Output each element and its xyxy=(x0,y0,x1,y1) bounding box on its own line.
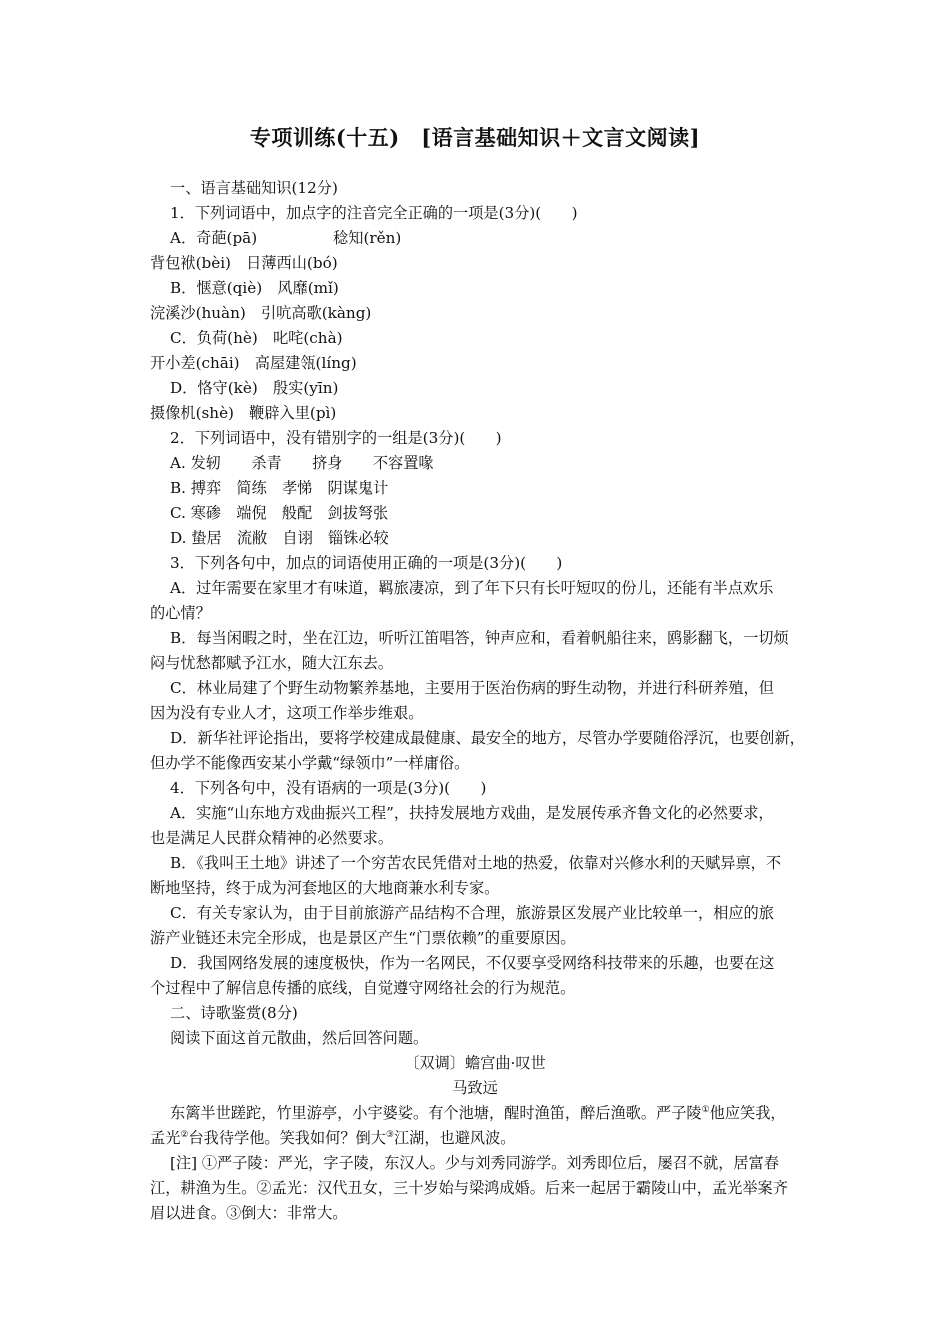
option-text: 的心情？ xyxy=(150,604,211,622)
poem-text: 江湖，也避风波。 xyxy=(393,1129,516,1147)
option-text: B. 搏弈 简练 孝悌 阴谋鬼计 xyxy=(170,479,389,497)
option-text: 摄像机(shè) 鞭辟入里(pì) xyxy=(150,404,337,422)
option-text: D．新华社评论指出，要将学校建成最健康、最安全的地方，尽管办学要随俗浮沉，也要创新， xyxy=(170,729,805,747)
poem-body xyxy=(150,1128,830,1148)
question-stem: 2．下列词语中，没有错别字的一组是(3分)( ) xyxy=(170,429,502,447)
option-text: D．恪守(kè) 殷实(yīn) xyxy=(170,379,339,397)
option-text: C．负荷(hè) 叱咤(chà) xyxy=(170,329,343,347)
option-text: 开小差(chāi) 高屋建瓴(líng) xyxy=(150,354,357,372)
instruction-text: 阅读下面这首元散曲，然后回答问题。 xyxy=(170,1029,429,1047)
option-text: B．惬意(qiè) 风靡(mǐ) xyxy=(170,279,339,297)
poem-text: 他应笑我， xyxy=(709,1104,786,1122)
option-text: B．《我叫王土地》讲述了一个穷苦农民凭借对土地的热爱，依靠对兴修水利的天赋异禀，不 xyxy=(170,854,782,872)
option-text: A．实施“山东地方戏曲振兴工程”，扶持发展地方戏曲，是发展传承齐鲁文化的必然要求， xyxy=(170,804,774,822)
option-text: A．过年需要在家里才有味道，羁旅凄凉，到了年下只有长吁短叹的份儿，还能有半点欢乐 xyxy=(170,579,774,597)
poem-text: 东篱半世蹉跎，竹里游亭，小宇婆娑。有个池塘，醒时渔笛，醉后渔歌。严子陵 xyxy=(170,1104,702,1122)
poem-author: 马致远 xyxy=(452,1079,498,1097)
note-marker: ③ xyxy=(385,1129,394,1140)
option-text: C. 寒碜 端倪 般配 剑拔弩张 xyxy=(170,504,389,522)
option-text: 断地坚持，终于成为河套地区的大地商兼水利专家。 xyxy=(150,879,500,897)
option-text: 个过程中了解信息传播的底线，自觉遵守网络社会的行为规范。 xyxy=(150,979,576,997)
section-heading: 二、诗歌鉴赏(8分) xyxy=(170,1004,298,1022)
option-text: A. 发轫 杀青 挤身 不容置喙 xyxy=(170,454,434,472)
option-text: C．林业局建了个野生动物繁养基地，主要用于医治伤病的野生动物，并进行科研养殖，但 xyxy=(170,679,774,697)
section-heading: 一、语言基础知识(12分) xyxy=(170,179,338,197)
option-text: 浣溪沙(huàn) 引吭高歌(kàng) xyxy=(150,304,372,322)
annotation-text: 眉以进食。③倒大：非常大。 xyxy=(150,1204,348,1222)
poem-text: 孟光 xyxy=(150,1129,181,1147)
note-marker: ① xyxy=(701,1104,710,1115)
option-text: 因为没有专业人才，这项工作举步维艰。 xyxy=(150,704,424,722)
question-stem: 4．下列各句中，没有语病的一项是(3分)( ) xyxy=(170,779,487,797)
option-text: C．有关专家认为，由于目前旅游产品结构不合理，旅游景区发展产业比较单一，相应的旅 xyxy=(170,904,774,922)
poem-text: 台我待学他。笑我如何？倒大 xyxy=(188,1129,386,1147)
note-marker: ② xyxy=(180,1129,189,1140)
annotation-text: 江，耕渔为生。②孟光：汉代丑女，三十岁始与梁鸿成婚。后来一起居于霸陵山中，孟光举案齐 xyxy=(150,1179,788,1197)
option-text: D. 蛰居 流敝 自诩 锱铢必较 xyxy=(170,529,389,547)
option-text: 背包袱(bèi) 日薄西山(bó) xyxy=(150,254,338,272)
annotation-text: [注] ①严子陵：严光，字子陵，东汉人。少与刘秀同游学。刘秀即位后，屡召不就，居富春 xyxy=(170,1154,779,1172)
option-text: 但办学不能像西安某小学戴“绿领巾”一样庸俗。 xyxy=(150,754,470,772)
option-text: A．奇葩(pā) 稔知(rěn) xyxy=(170,229,402,247)
option-text: D．我国网络发展的速度极快，作为一名网民，不仅要享受网络科技带来的乐趣，也要在这 xyxy=(170,954,775,972)
question-stem: 3．下列各句中，加点的词语使用正确的一项是(3分)( ) xyxy=(170,554,563,572)
option-text: B．每当闲暇之时，坐在江边，听听江笛唱答，钟声应和，看着帆船往来，鸥影翻飞，一切烦 xyxy=(170,629,789,647)
poem-title: 〔双调〕蟾宫曲·叹世 xyxy=(404,1054,546,1072)
question-stem: 1．下列词语中，加点字的注音完全正确的一项是(3分)( ) xyxy=(170,204,578,222)
option-text: 游产业链还未完全形成，也是景区产生“门票依赖”的重要原因。 xyxy=(150,929,576,947)
page-title: 专项训练(十五) [语言基础知识＋文言文阅读] xyxy=(249,125,701,150)
option-text: 也是满足人民群众精神的必然要求。 xyxy=(150,829,393,847)
option-text: 闷与忧愁都赋予江水，随大江东去。 xyxy=(150,654,393,672)
poem-body xyxy=(170,1103,850,1123)
